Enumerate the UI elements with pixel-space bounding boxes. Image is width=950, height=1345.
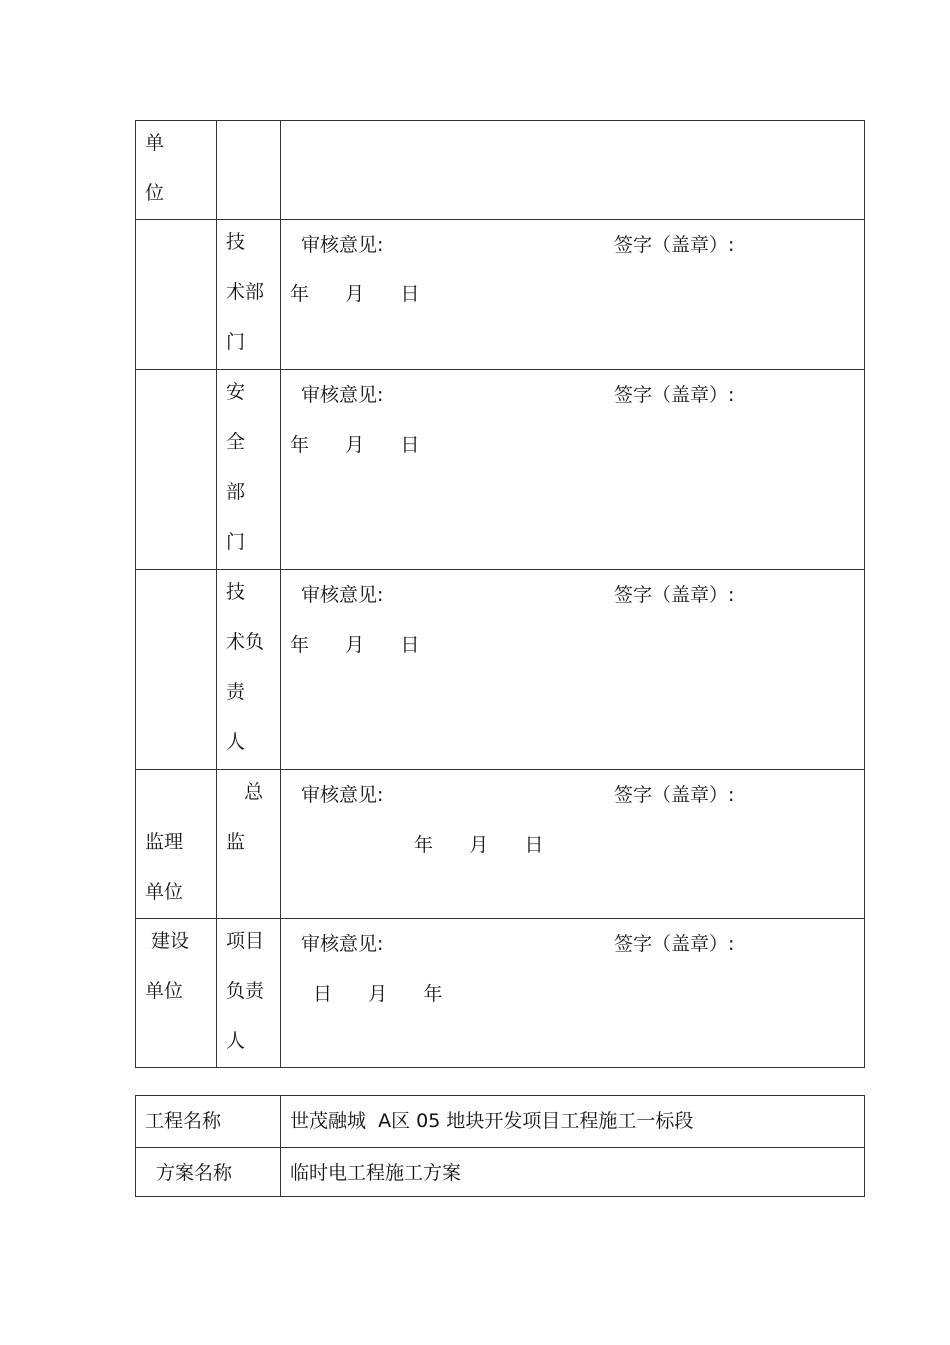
opinion-cell xyxy=(281,370,865,570)
table-row xyxy=(136,121,865,220)
plan-name-label: 方案名称 xyxy=(156,1162,233,1184)
table-row xyxy=(136,370,865,570)
review-opinion-label: 审核意见: xyxy=(301,584,384,606)
dept-label: 监理 单位 xyxy=(145,831,184,903)
plan-name-value: 临时电工程施工方案 xyxy=(290,1162,462,1184)
role-label: 技 术部 门 xyxy=(226,231,265,353)
table-row xyxy=(136,919,865,1068)
dept-cell xyxy=(136,370,217,570)
table-row xyxy=(136,220,865,370)
signature-label: 签字（盖章）: xyxy=(614,584,735,606)
table-row xyxy=(136,570,865,770)
role-cell xyxy=(217,770,281,919)
dept-cell xyxy=(136,570,217,770)
review-opinion-label: 审核意见: xyxy=(301,234,384,256)
role-label: 项目 负责 人 xyxy=(226,930,265,1052)
date-label: 年 月 日 xyxy=(414,834,544,856)
dept-cell xyxy=(136,220,217,370)
date-label: 年 月 日 xyxy=(290,283,420,305)
plan-name-value-cell xyxy=(281,1148,865,1197)
review-opinion-label: 审核意见: xyxy=(301,384,384,406)
opinion-cell xyxy=(281,919,865,1068)
dept-cell xyxy=(136,919,217,1068)
project-name-value: 世茂融城 A区 05 地块开发项目工程施工一标段 xyxy=(290,1110,694,1132)
date-label: 年 月 日 xyxy=(290,634,420,656)
review-opinion-label: 审核意见: xyxy=(301,784,384,806)
project-name-label: 工程名称 xyxy=(145,1110,222,1132)
project-name-label-cell xyxy=(136,1096,281,1148)
unit-label-cell xyxy=(136,121,217,220)
plan-name-label-cell xyxy=(136,1148,281,1197)
unit-label: 单 位 xyxy=(145,132,165,204)
opinion-cell xyxy=(281,770,865,919)
table-row xyxy=(136,1096,865,1148)
role-label: 技 术负 责 人 xyxy=(226,581,265,753)
role-cell xyxy=(217,370,281,570)
signature-label: 签字（盖章）: xyxy=(614,933,735,955)
dept-cell xyxy=(136,770,217,919)
role-label: 安 全 部 门 xyxy=(226,381,246,553)
review-opinion-label: 审核意见: xyxy=(301,933,384,955)
role-label: 总 监 xyxy=(226,781,264,853)
empty-cell xyxy=(217,121,281,220)
table-row xyxy=(136,770,865,919)
role-cell xyxy=(217,220,281,370)
signature-label: 签字（盖章）: xyxy=(614,784,735,806)
role-cell xyxy=(217,570,281,770)
signature-label: 签字（盖章）: xyxy=(614,234,735,256)
project-table xyxy=(135,1095,865,1197)
opinion-cell xyxy=(281,570,865,770)
role-cell xyxy=(217,919,281,1068)
empty-cell xyxy=(281,121,865,220)
dept-label: 建设 单位 xyxy=(145,930,190,1002)
opinion-cell xyxy=(281,220,865,370)
approval-table xyxy=(135,120,865,1068)
date-label: 年 月 日 xyxy=(290,434,420,456)
date-label: 日 月 年 xyxy=(313,983,443,1005)
signature-label: 签字（盖章）: xyxy=(614,384,735,406)
project-name-value-cell xyxy=(281,1096,865,1148)
table-row xyxy=(136,1148,865,1197)
